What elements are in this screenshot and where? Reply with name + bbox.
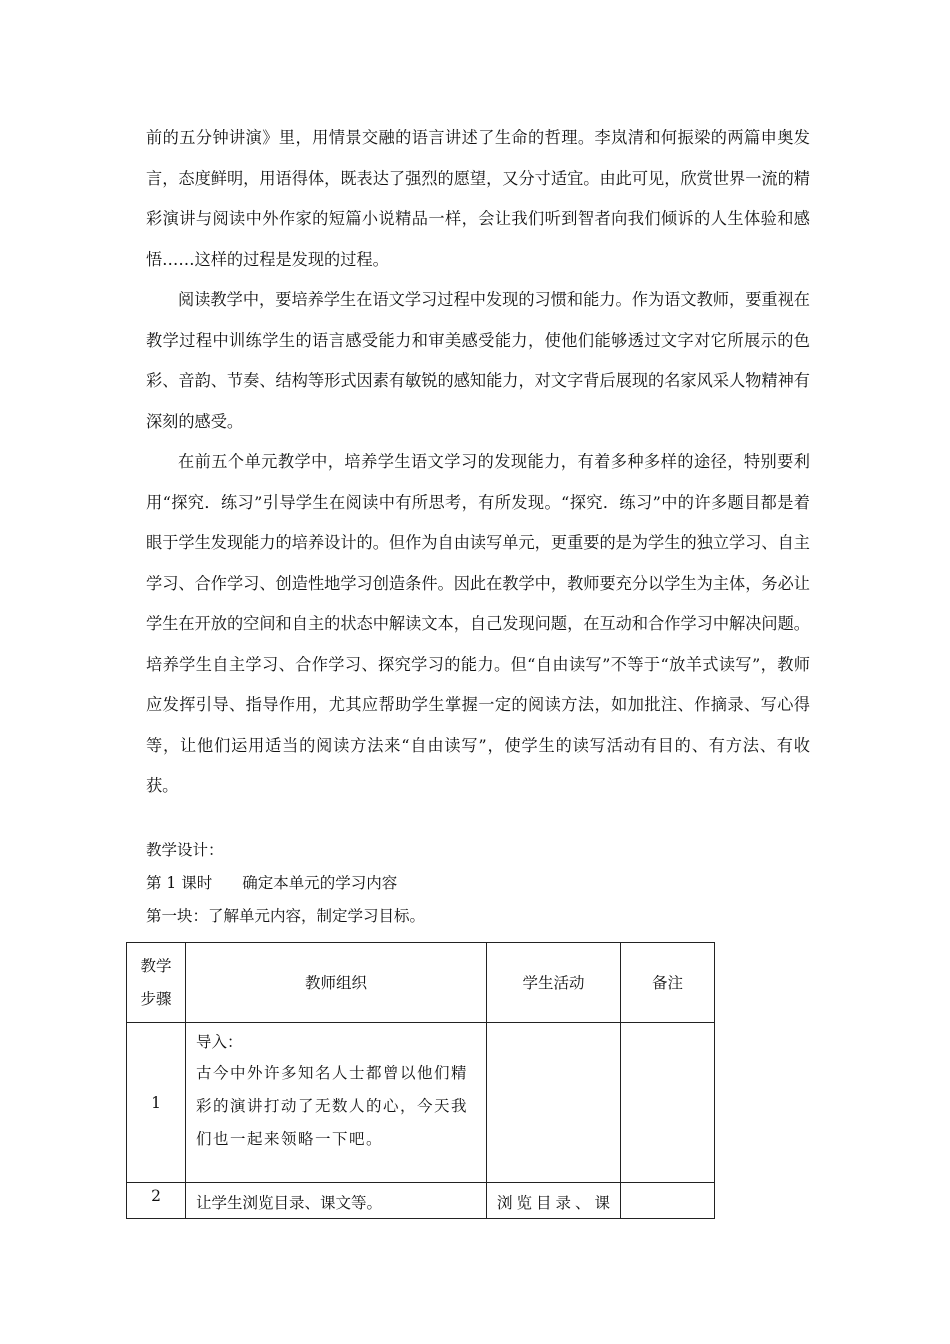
- paragraph-speech-appreciation: 前的五分钟讲演》里，用情景交融的语言讲述了生命的哲理。李岚清和何振梁的两篇申奥发言，态度鲜明，用语得体，既表达了强烈的愿望，又分寸适宜。由此可见，欣赏世界一流的精彩演讲与阅读中外作家的短篇小说精品一样，会让我们听到智者向我们倾诉的人生体验和感悟……这样的过程是发现的过程。: [146, 128, 810, 269]
- student-cell: [487, 1023, 621, 1183]
- notes-cell: [621, 1183, 715, 1219]
- lesson-title: 确定本单元的学习内容: [242, 874, 398, 892]
- paragraph-reading-teaching: 阅读教学中，要培养学生在语文学习过程中发现的习惯和能力。作为语文教师，要重视在教学过程中训练学生的语言感受能力和审美感受能力，使他们能够透过文字对它所展示的色彩、音韵、节奏、结构等形式因素有敏锐的感知能力，对文字背后展现的名家风采人物精神有深刻的感受。: [146, 290, 810, 431]
- table-row: [127, 1023, 715, 1183]
- teacher-text: 古今中外许多知名人士都曾以他们精彩的演讲打动了无数人的心，今天我们也一起来领略一下吧。: [196, 1064, 469, 1148]
- header-teacher: 教师组织: [186, 943, 487, 1023]
- notes-cell: [621, 1023, 715, 1183]
- section-heading-teaching-design: 教学设计：: [146, 841, 224, 859]
- teacher-cell: [186, 1023, 487, 1183]
- lesson-heading: [146, 872, 397, 894]
- step-number: 2: [127, 1183, 186, 1219]
- lesson-plan-table: [126, 942, 715, 1219]
- step-number: 1: [127, 1023, 186, 1183]
- paragraph-discovery-ability: 在前五个单元教学中，培养学生语文学习的发现能力，有着多种多样的途径，特别要利用“探究．练习”引导学生在阅读中有所思考，有所发现。“探究．练习”中的许多题目都是着眼于学生发现能力的培养设计的。但作为自由读写单元，更重要的是为学生的独立学习、自主学习、合作学习、创造性地学习创造条件。因此在教学中，教师要充分以学生为主体，务必让学生在开放的空间和自主的状态中解读文本，自己发现问题，在互动和合作学习中解决问题。培养学生自主学习、合作学习、探究学习的能力。但“自由读写”不等于“放羊式读写”，教师应发挥引导、指导作用，尤其应帮助学生掌握一定的阅读方法，如加批注、作摘录、写心得等，让他们运用适当的阅读方法来“自由读写”，使学生的读写活动有目的、有方法、有收获。: [146, 452, 810, 795]
- table-header-row: [127, 943, 715, 1023]
- header-student: 学生活动: [487, 943, 621, 1023]
- lesson-number: 第 1 课时: [146, 874, 213, 892]
- teacher-label: 导入：: [196, 1033, 243, 1051]
- student-cell: 浏览目录、课: [487, 1183, 621, 1219]
- header-step-line2: 步骤: [140, 989, 172, 1008]
- header-notes: 备注: [621, 943, 715, 1023]
- header-step: [127, 943, 186, 1023]
- teacher-cell: 让学生浏览目录、课文等。: [186, 1183, 487, 1219]
- table-row: [127, 1183, 715, 1219]
- header-step-line1: 教学: [140, 956, 172, 975]
- block-heading: 第一块：了解单元内容，制定学习目标。: [146, 907, 426, 925]
